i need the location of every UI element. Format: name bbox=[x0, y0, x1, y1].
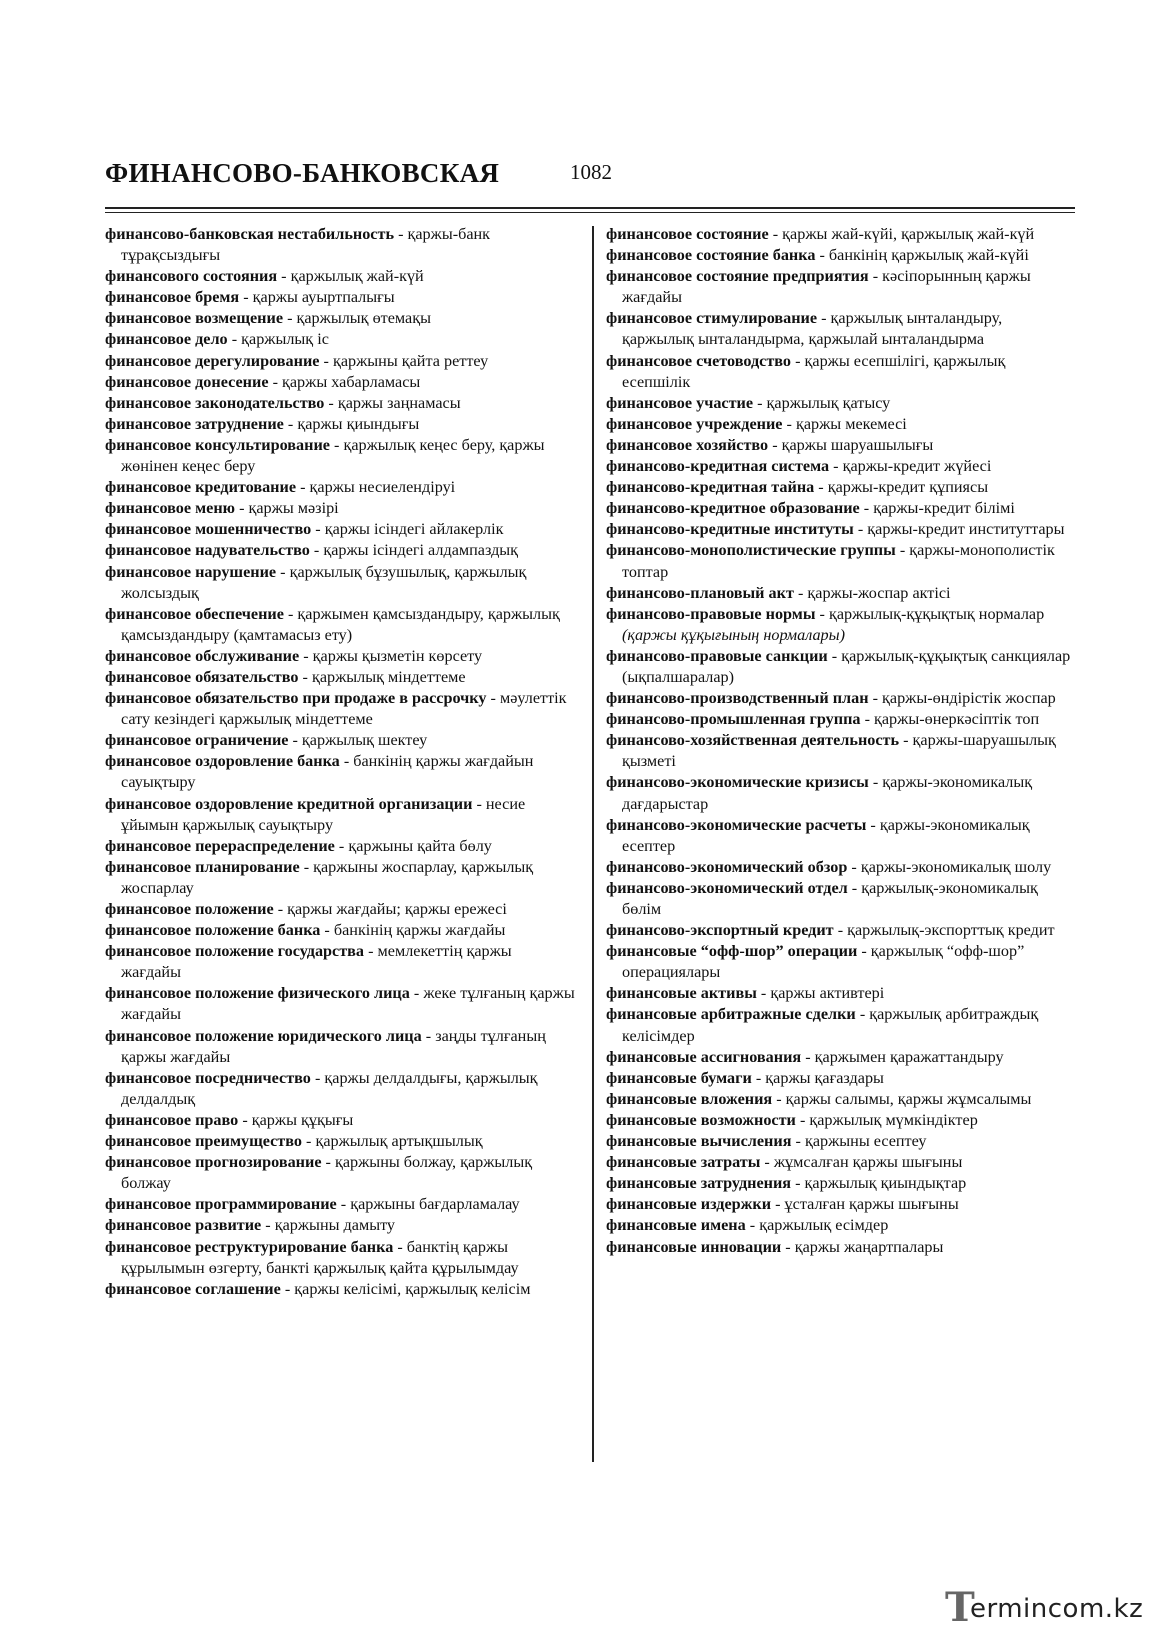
entry-term: финансовое оздоровление кредитной организации bbox=[105, 794, 473, 813]
entry-term: финансовое меню bbox=[105, 499, 236, 518]
entry-term: финансовые активы bbox=[606, 984, 757, 1003]
dictionary-entry bbox=[606, 1237, 1076, 1258]
dictionary-entry bbox=[105, 667, 575, 688]
entry-note: (қаржы құқығының нормалары) bbox=[622, 625, 845, 644]
dictionary-entry bbox=[105, 540, 575, 561]
entry-definition: - қаржы қызметін көрсету bbox=[299, 646, 483, 665]
entry-definition: - жұмсалған қаржы шығыны bbox=[760, 1153, 963, 1172]
entry-definition: - қаржы ауыртпалығы bbox=[239, 288, 395, 307]
dictionary-entry bbox=[606, 920, 1076, 941]
dictionary-entry bbox=[606, 583, 1076, 604]
entry-definition: - қаржы жағдайы; қаржы ережесі bbox=[273, 900, 507, 918]
entry-term: финансовое оздоровление банка bbox=[105, 752, 340, 771]
entry-term: финансовое посредничество bbox=[105, 1068, 311, 1087]
entry-definition: - қаржы келісімі, қаржылық келісім bbox=[280, 1279, 531, 1298]
entry-definition: - қаржы-кредит жүйесі bbox=[829, 457, 992, 476]
entry-definition: - қаржылық кеңес беру, қаржы жөнінен кеңес беру bbox=[121, 435, 545, 476]
entry-term: финансово-банковская нестабильность bbox=[105, 225, 395, 243]
dictionary-entry bbox=[105, 351, 575, 372]
entry-term: финансовое положение банка bbox=[105, 921, 321, 940]
entry-term: финансовое обязательство при продаже в рассрочку bbox=[105, 689, 487, 708]
logo-letter: T bbox=[945, 1584, 975, 1631]
dictionary-entry bbox=[606, 604, 1076, 646]
entry-definition: - қаржыны қайта бөлу bbox=[334, 836, 492, 855]
entry-definition: - қаржы жаңартпалары bbox=[781, 1237, 944, 1256]
entry-definition: - кәсіпорынның қаржы жағдайы bbox=[622, 267, 1031, 307]
entry-definition: - қаржылық ынталандыру, қаржылық ынталандырма, қаржылай ынталандырма bbox=[622, 309, 1003, 349]
entry-term: финансовое счетоводство bbox=[606, 351, 792, 370]
entry-definition: - қаржы-шаруашылық қызметі bbox=[622, 731, 1056, 771]
entry-definition: - қаржылық-құқықтық санкциялар (ықпалшаралар) bbox=[622, 646, 1071, 686]
entry-term: финансово-кредитная тайна bbox=[606, 478, 815, 497]
dictionary-entry bbox=[105, 983, 575, 1025]
entry-definition: - қаржы делдалдығы, қаржылық делдалдық bbox=[121, 1068, 538, 1108]
dictionary-entry bbox=[606, 245, 1076, 266]
entry-definition: - банкінің қаржы жағдайын сауықтыру bbox=[121, 752, 534, 792]
entry-term: финансовые затруднения bbox=[606, 1174, 792, 1193]
entry-definition: - қаржы салымы, қаржы жұмсалымы bbox=[772, 1089, 1032, 1108]
dictionary-entry bbox=[105, 751, 575, 793]
dictionary-entry bbox=[105, 287, 575, 308]
entry-term: финансовое нарушение bbox=[105, 562, 277, 581]
entry-definition: - қаржы қағаздары bbox=[751, 1068, 884, 1087]
dictionary-entry bbox=[105, 646, 575, 667]
entry-definition: - қаржыны болжау, қаржылық болжау bbox=[121, 1153, 533, 1193]
entry-term: финансовое донесение bbox=[105, 372, 269, 391]
entry-definition: - қаржы-кредит білімі bbox=[859, 499, 1015, 518]
entry-definition: - қаржылық есімдер bbox=[745, 1216, 889, 1235]
entry-definition: - қаржы-экономикалық есептер bbox=[622, 815, 1030, 855]
entry-term: финансовое реструктурирование банка bbox=[105, 1237, 394, 1256]
entry-term: финансовое развитие bbox=[105, 1216, 262, 1235]
dictionary-entry bbox=[606, 815, 1076, 857]
dictionary-entry bbox=[105, 435, 575, 477]
entry-definition: - қаржылық іс bbox=[227, 330, 329, 349]
entry-term: финансовое обеспечение bbox=[105, 604, 284, 623]
entry-definition: - ұсталған қаржы шығыны bbox=[771, 1195, 959, 1214]
dictionary-entry bbox=[105, 1068, 575, 1110]
dictionary-entry bbox=[606, 941, 1076, 983]
entry-definition: - қаржы қиындығы bbox=[283, 414, 420, 433]
entry-definition: - қаржы-экономикалық дағдарыстар bbox=[622, 773, 1033, 813]
dictionary-entry bbox=[105, 1026, 575, 1068]
entry-definition: - қаржылық артықшылық bbox=[301, 1132, 483, 1151]
entry-term: финансово-плановый акт bbox=[606, 583, 794, 602]
entry-term: финансовое учреждение bbox=[606, 414, 783, 433]
entry-definition: - қаржы-экономикалық шолу bbox=[847, 857, 1052, 876]
terminkom-logo bbox=[945, 1584, 1145, 1631]
entry-definition: - қаржылық “офф-шор” операциялары bbox=[622, 942, 1025, 982]
entry-term: финансовое дело bbox=[105, 330, 228, 349]
dictionary-entry bbox=[105, 519, 575, 540]
entry-definition: - қаржы-жоспар актісі bbox=[793, 583, 951, 602]
dictionary-entry bbox=[105, 308, 575, 329]
entry-term: финансовое планирование bbox=[105, 857, 300, 876]
dictionary-entry bbox=[606, 224, 1076, 245]
entry-term: финансовое прогнозирование bbox=[105, 1153, 322, 1172]
entry-term: финансово-экспортный кредит bbox=[606, 921, 834, 940]
dictionary-entry bbox=[606, 772, 1076, 814]
entry-term: финансовое состояние предприятия bbox=[606, 267, 869, 286]
dictionary-entry bbox=[606, 646, 1076, 688]
dictionary-entry bbox=[606, 730, 1076, 772]
entry-term: финансово-экономические расчеты bbox=[606, 815, 867, 834]
dictionary-entry bbox=[105, 224, 575, 266]
dictionary-entry bbox=[105, 941, 575, 983]
dictionary-entry bbox=[606, 1215, 1076, 1236]
dictionary-entry bbox=[606, 456, 1076, 477]
dictionary-entry bbox=[606, 435, 1076, 456]
dictionary-entry bbox=[105, 794, 575, 836]
entry-term: финансово-правовые санкции bbox=[606, 646, 828, 665]
entry-term: финансовые “офф-шор” операции bbox=[606, 942, 858, 961]
left-column bbox=[105, 224, 575, 1300]
dictionary-entry bbox=[606, 878, 1076, 920]
dictionary-entry bbox=[105, 1152, 575, 1194]
entry-definition: - қаржымен қамсыздандыру, қаржылық қамсыздандыру (қамтамасыз ету) bbox=[121, 604, 560, 644]
entry-term: финансово-кредитное образование bbox=[606, 499, 860, 518]
entry-term: финансово-кредитные институты bbox=[606, 520, 854, 539]
entry-term: финансовое программирование bbox=[105, 1195, 337, 1214]
dictionary-entry bbox=[105, 498, 575, 519]
entry-term: финансовые ассигнования bbox=[606, 1047, 802, 1066]
dictionary-entry bbox=[105, 477, 575, 498]
entry-term: финансовые вложения bbox=[606, 1089, 773, 1108]
entry-definition: - қаржы-кредит құпиясы bbox=[814, 478, 989, 497]
entry-term: финансовые издержки bbox=[606, 1195, 772, 1214]
dictionary-entry bbox=[105, 604, 575, 646]
header-rule-thin bbox=[105, 212, 1075, 213]
entry-definition: - қаржылық бұзушылық, қаржылық жолсыздық bbox=[121, 562, 527, 602]
entry-definition: - қаржы-кредит институттары bbox=[853, 520, 1065, 539]
dictionary-entry bbox=[606, 1110, 1076, 1131]
dictionary-entry bbox=[105, 688, 575, 730]
entry-term: финансовое состояние bbox=[606, 225, 769, 243]
entry-definition: - қаржы несиелендіруі bbox=[296, 478, 456, 497]
entry-term: финансовое состояние банка bbox=[606, 246, 816, 265]
entry-definition: - банкінің қаржылық жай-күйі bbox=[815, 246, 1029, 265]
entry-term: финансово-экономический отдел bbox=[606, 878, 848, 897]
entry-term: финансовое обязательство bbox=[105, 667, 299, 686]
dictionary-entry bbox=[606, 393, 1076, 414]
dictionary-entry bbox=[105, 1131, 575, 1152]
header-title: ФИНАНСОВО-БАНКОВСКАЯ bbox=[105, 158, 500, 188]
right-column bbox=[606, 224, 1076, 1258]
dictionary-entry bbox=[606, 477, 1076, 498]
entry-term: финансово-хозяйственная деятельность bbox=[606, 731, 900, 750]
entry-definition: - қаржылық-экономикалық бөлім bbox=[622, 878, 1038, 918]
entry-term: финансовое положение государства bbox=[105, 942, 365, 961]
dictionary-entry bbox=[105, 899, 575, 920]
dictionary-entry bbox=[105, 836, 575, 857]
dictionary-entry bbox=[606, 498, 1076, 519]
entry-term: финансовое право bbox=[105, 1110, 239, 1129]
dictionary-entry bbox=[606, 308, 1076, 350]
entry-term: финансовое кредитование bbox=[105, 478, 297, 497]
entry-definition: - қаржыны жоспарлау, қаржылық жоспарлау bbox=[121, 857, 534, 897]
entry-term: финансово-монополистические группы bbox=[606, 541, 896, 560]
dictionary-entry bbox=[606, 688, 1076, 709]
entry-definition: - қаржылық шектеу bbox=[288, 731, 428, 750]
dictionary-entry bbox=[606, 266, 1076, 308]
entry-term: финансовое бремя bbox=[105, 288, 240, 307]
entry-definition: - қаржы мәзірі bbox=[235, 499, 339, 518]
dictionary-entry bbox=[606, 1173, 1076, 1194]
entry-term: финансовые инновации bbox=[606, 1237, 782, 1256]
dictionary-entry bbox=[606, 709, 1076, 730]
entry-term: финансовое положение bbox=[105, 900, 274, 918]
entry-term: финансовое консультирование bbox=[105, 435, 330, 454]
entry-definition: - несие ұйымын қаржылық сауықтыру bbox=[121, 794, 526, 834]
entry-term: финансовое законодательство bbox=[105, 393, 325, 412]
entry-definition: - қаржы жай-күйі, қаржылық жай-күй bbox=[768, 225, 1035, 243]
entry-definition: - қаржылық жай-күй bbox=[277, 267, 424, 286]
logo-text: ermincom.kz bbox=[970, 1594, 1144, 1624]
dictionary-entry bbox=[105, 920, 575, 941]
entry-definition: - қаржыны есептеу bbox=[791, 1132, 927, 1151]
entry-definition: - қаржы мекемесі bbox=[782, 414, 907, 433]
page-header bbox=[105, 158, 1075, 198]
dictionary-entry bbox=[606, 1047, 1076, 1068]
dictionary-entry bbox=[105, 414, 575, 435]
entry-definition: - қаржылық арбитраждық келісімдер bbox=[622, 1005, 1039, 1045]
entry-definition: - жеке тұлғаның қаржы жағдайы bbox=[121, 984, 575, 1024]
dictionary-entry bbox=[105, 1237, 575, 1279]
entry-definition: - заңды тұлғаның қаржы жағдайы bbox=[121, 1026, 546, 1066]
entry-definition: - банктің қаржы құрылымын өзгерту, банкті қаржылық қайта құрылымдау bbox=[121, 1237, 519, 1277]
entry-definition: - қаржы шаруашылығы bbox=[768, 435, 934, 454]
dictionary-entry bbox=[606, 1004, 1076, 1046]
entry-term: финансовое соглашение bbox=[105, 1279, 281, 1298]
entry-term: финансовое обслуживание bbox=[105, 646, 300, 665]
entry-definition: - қаржылық міндеттеме bbox=[298, 667, 466, 686]
entry-term: финансовое ограничение bbox=[105, 731, 289, 750]
entry-term: финансово-экономический обзор bbox=[606, 857, 848, 876]
entry-term: финансово-экономические кризисы bbox=[606, 773, 869, 792]
entry-definition: - қаржы ісіндегі айлакерлік bbox=[311, 520, 504, 539]
entry-term: финансовое мошенничество bbox=[105, 520, 312, 539]
entry-definition: - қаржы-банк тұрақсыздығы bbox=[121, 225, 491, 265]
dictionary-entry bbox=[105, 1215, 575, 1236]
dictionary-entry bbox=[105, 1279, 575, 1300]
dictionary-entry bbox=[606, 519, 1076, 540]
entry-term: финансовые затраты bbox=[606, 1153, 761, 1172]
dictionary-entry bbox=[105, 372, 575, 393]
entry-term: финансовое хозяйство bbox=[606, 435, 769, 454]
entry-term: финансово-кредитная система bbox=[606, 457, 830, 476]
entry-term: финансовое положение юридического лица bbox=[105, 1026, 422, 1045]
entry-definition: - қаржыны дамыту bbox=[261, 1216, 396, 1235]
entry-term: финансовые арбитражные сделки bbox=[606, 1005, 856, 1024]
entry-term: финансового состояния bbox=[105, 267, 278, 286]
dictionary-entry bbox=[606, 540, 1076, 582]
entry-definition: - қаржылық мүмкіндіктер bbox=[795, 1110, 978, 1129]
dictionary-entry bbox=[606, 351, 1076, 393]
entry-definition: - қаржылық өтемақы bbox=[283, 309, 431, 328]
dictionary-entry bbox=[105, 329, 575, 350]
entry-definition: - қаржылық-экспорттық кредит bbox=[833, 921, 1055, 940]
entry-term: финансовое участие bbox=[606, 393, 754, 412]
entry-definition: - қаржымен қаражаттандыру bbox=[801, 1047, 1004, 1066]
entry-term: финансовое положение физического лица bbox=[105, 984, 410, 1003]
entry-definition: - қаржы құқығы bbox=[238, 1110, 354, 1129]
entry-definition: - қаржыны бағдарламалау bbox=[336, 1195, 520, 1214]
dictionary-entry bbox=[606, 857, 1076, 878]
entry-term: финансовое преимущество bbox=[105, 1132, 302, 1151]
header-rule-thick bbox=[105, 207, 1075, 209]
entry-term: финансовое затруднение bbox=[105, 414, 284, 433]
entry-term: финансово-промышленная группа bbox=[606, 710, 861, 729]
entry-definition: - қаржы-өнеркәсіптік топ bbox=[860, 710, 1040, 729]
dictionary-entry bbox=[606, 1194, 1076, 1215]
entry-definition: - мәулеттік сату кезіндегі қаржылық міндеттеме bbox=[121, 689, 567, 729]
dictionary-entry bbox=[606, 414, 1076, 435]
entry-definition: - қаржы хабарламасы bbox=[268, 372, 421, 391]
entry-term: финансовые возможности bbox=[606, 1110, 796, 1129]
entry-definition: - қаржы есепшілігі, қаржылық есепшілік bbox=[622, 351, 1006, 391]
dictionary-entry bbox=[105, 393, 575, 414]
entry-definition: - банкінің қаржы жағдайы bbox=[320, 921, 506, 940]
entry-definition: - қаржылық-құқықтық нормалар bbox=[815, 604, 1045, 623]
entry-term: финансовые бумаги bbox=[606, 1068, 752, 1087]
entry-definition: - қаржы-өндірістік жоспар bbox=[868, 689, 1056, 708]
entry-term: финансовые вычисления bbox=[606, 1132, 792, 1151]
dictionary-entry bbox=[606, 1089, 1076, 1110]
entry-definition: - қаржы-монополистік топтар bbox=[622, 541, 1055, 581]
dictionary-entry bbox=[606, 983, 1076, 1004]
entry-definition: - қаржы ісіндегі алдампаздық bbox=[309, 541, 519, 560]
dictionary-entry bbox=[105, 857, 575, 899]
dictionary-entry bbox=[606, 1152, 1076, 1173]
dictionary-entry bbox=[105, 730, 575, 751]
entry-term: финансовое стимулирование bbox=[606, 309, 818, 328]
dictionary-entry bbox=[105, 1110, 575, 1131]
entry-term: финансовые имена bbox=[606, 1216, 746, 1235]
dictionary-entry bbox=[606, 1131, 1076, 1152]
entry-term: финансовое дерегулирование bbox=[105, 351, 320, 370]
entry-definition: - қаржыны қайта реттеу bbox=[319, 351, 489, 370]
entry-term: финансово-производственный план bbox=[606, 689, 869, 708]
page-number: 1082 bbox=[570, 160, 612, 184]
dictionary-entry bbox=[105, 266, 575, 287]
entry-term: финансовое надувательство bbox=[105, 541, 310, 560]
dictionary-entry bbox=[105, 1194, 575, 1215]
entry-definition: - мемлекеттің қаржы жағдайы bbox=[121, 942, 512, 982]
column-divider bbox=[592, 226, 594, 1462]
dictionary-entry bbox=[606, 1068, 1076, 1089]
dictionary-entry bbox=[105, 562, 575, 604]
entry-definition: - қаржылық қатысу bbox=[753, 393, 891, 412]
entry-term: финансовое возмещение bbox=[105, 309, 284, 328]
entry-term: финансово-правовые нормы bbox=[606, 604, 816, 623]
entry-definition: - қаржы активтері bbox=[756, 984, 885, 1003]
entry-term: финансовое перераспределение bbox=[105, 836, 335, 855]
entry-definition: - қаржы заңнамасы bbox=[324, 393, 461, 412]
entry-definition: - қаржылық қиындықтар bbox=[791, 1174, 967, 1193]
